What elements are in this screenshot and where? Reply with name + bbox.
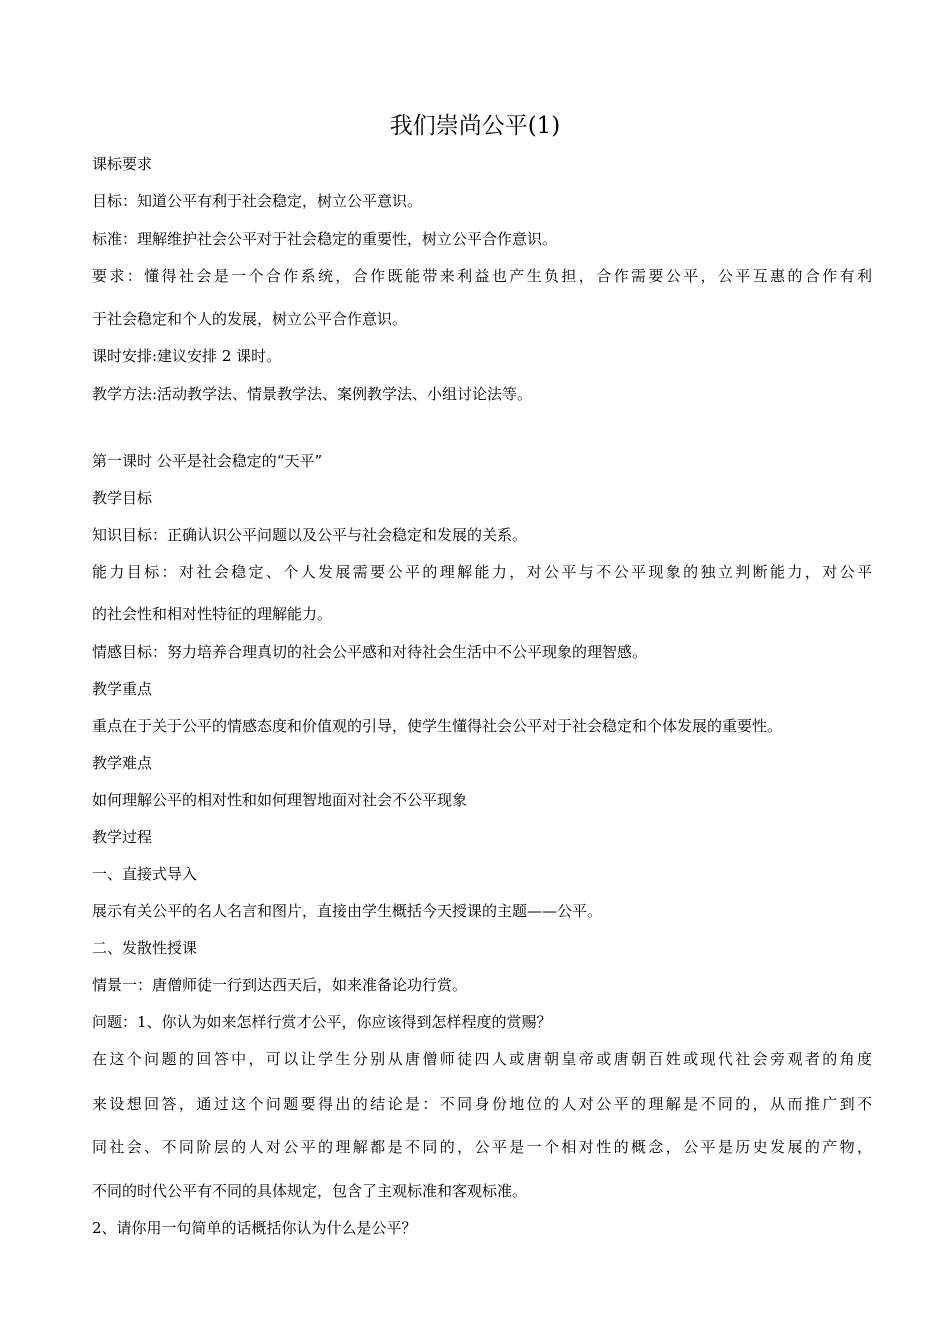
paragraph-line: 在这个问题的回答中，可以让学生分别从唐僧师徒四人或唐朝皇帝或唐朝百姓或现代社会旁观者的角度 bbox=[92, 1050, 872, 1068]
paragraph-line: 同社会、不同阶层的人对公平的理解都是不同的，公平是一个相对性的概念，公平是历史发展的产物， bbox=[92, 1138, 872, 1156]
paragraph-line: 目标：知道公平有利于社会稳定，树立公平意识。 bbox=[92, 192, 423, 210]
paragraph-line: 的社会性和相对性特征的理解能力。 bbox=[92, 605, 333, 623]
paragraph-line: 要求：懂得社会是一个合作系统，合作既能带来利益也产生负担，合作需要公平，公平互惠的合作有利 bbox=[92, 267, 872, 285]
paragraph-line: 不同的时代公平有不同的具体规定，包含了主观标准和客观标准。 bbox=[92, 1182, 528, 1200]
paragraph-line: 标准：理解维护社会公平对于社会稳定的重要性，树立公平合作意识。 bbox=[92, 230, 558, 248]
section-heading: 教学过程 bbox=[92, 828, 153, 846]
paragraph-line: 于社会稳定和个人的发展，树立公平合作意识。 bbox=[92, 310, 408, 328]
paragraph-line: 来设想回答，通过这个问题要得出的结论是：不同身份地位的人对公平的理解是不同的，从而推广到不 bbox=[92, 1095, 872, 1113]
paragraph-line: 情感目标：努力培养合理真切的社会公平感和对待社会生活中不公平现象的理智感。 bbox=[92, 643, 648, 661]
paragraph-line: 展示有关公平的名人名言和图片，直接由学生概括今天授课的主题——公平。 bbox=[92, 902, 603, 920]
paragraph-line: 情景一：唐僧师徒一行到达西天后，如来准备论功行赏。 bbox=[92, 976, 468, 994]
paragraph-line: 如何理解公平的相对性和如何理智地面对社会不公平现象 bbox=[92, 791, 468, 809]
section-heading: 教学难点 bbox=[92, 754, 153, 772]
paragraph-line: 问题：1、你认为如来怎样行赏才公平，你应该得到怎样程度的赏赐？ bbox=[92, 1013, 552, 1031]
section-heading: 教学目标 bbox=[92, 489, 153, 507]
document-title: 我们崇尚公平(1) bbox=[389, 113, 561, 139]
paragraph-line: 教学方法:活动教学法、情景教学法、案例教学法、小组讨论法等。 bbox=[92, 385, 533, 403]
paragraph-line: 课时安排:建议安排 2 课时。 bbox=[92, 347, 282, 365]
paragraph-line: 重点在于关于公平的情感态度和价值观的引导，使学生懂得社会公平对于社会稳定和个体发展的重要性。 bbox=[92, 717, 783, 735]
section-heading: 教学重点 bbox=[92, 680, 153, 698]
paragraph-line: 知识目标：正确认识公平问题以及公平与社会稳定和发展的关系。 bbox=[92, 526, 528, 544]
section-heading: 课标要求 bbox=[92, 155, 153, 173]
section-heading: 一、直接式导入 bbox=[92, 865, 198, 883]
section-heading: 第一课时 公平是社会稳定的“天平” bbox=[92, 452, 323, 470]
section-heading: 二、发散性授课 bbox=[92, 939, 198, 957]
paragraph-line: 能力目标：对社会稳定、个人发展需要公平的理解能力，对公平与不公平现象的独立判断能力，对公平 bbox=[92, 563, 872, 581]
paragraph-line: 2、请你用一句简单的话概括你认为什么是公平？ bbox=[92, 1219, 417, 1237]
